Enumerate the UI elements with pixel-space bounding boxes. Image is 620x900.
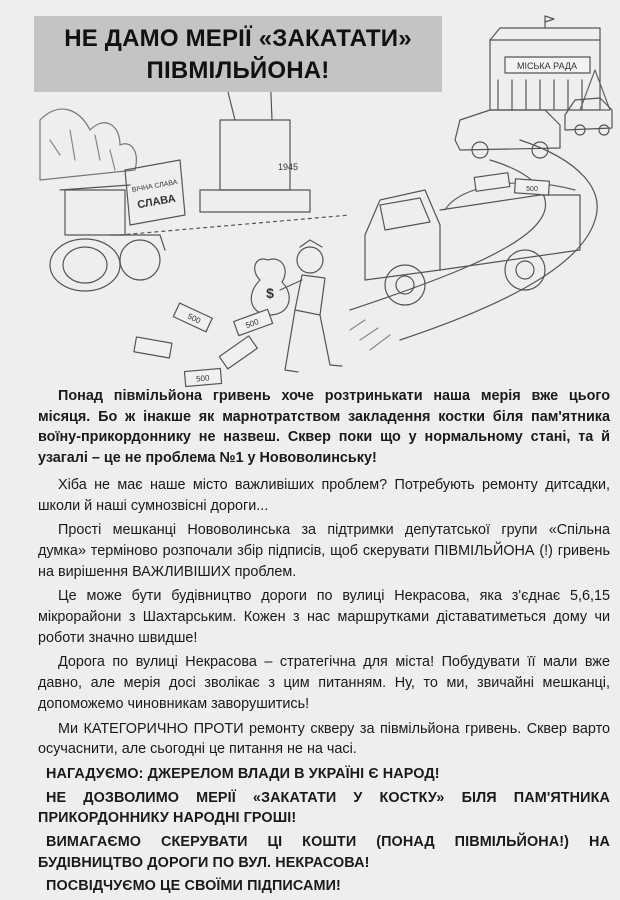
truck-cab: [365, 190, 440, 280]
car-upper: [455, 110, 560, 150]
monument-sign-line1: ВІЧНА СЛАВА: [131, 179, 179, 194]
road-edge-outer: [400, 140, 597, 340]
monument-year: 1945: [278, 162, 299, 172]
paragraph-2: Прості мешканці Нововолинська за підтримки депутатської групи «Спільна думка» терміново розпочали збір підписів, щоб скерувати ПІВМІЛЬЙОНА (!) гривень на вирішення ВАЖЛИВІШИХ проблем.: [38, 522, 610, 580]
slogan-3: ВИМАГАЄМО СКЕРУВАТИ ЦІ КОШТИ (ПОНАД ПІВМІЛЬЙОНА!) НА БУДІВНИЦТВО ДОРОГИ ПО ВУЛ. НЕКРАСОВА!: [38, 834, 610, 871]
headline-line-2: ПІВМІЛЬЙОНА!: [146, 57, 330, 84]
steamroller-cab: [65, 190, 125, 235]
truck-money-label: 500: [526, 186, 538, 193]
banknote-5-label: 500: [195, 373, 210, 384]
banknote-2-label: 500: [244, 317, 260, 331]
banknote-3: [134, 337, 172, 358]
banknote-1-label: 500: [186, 311, 203, 326]
paragraph-5: Ми КАТЕГОРИЧНО ПРОТИ ремонту скверу за півмільйона гривень. Сквер варто осучаснити, але сьогодні це питання не на часі.: [38, 720, 610, 758]
tree-left: [40, 109, 136, 180]
person-head: [297, 247, 323, 273]
paragraph-1: Хіба не має наше місто важливіших проблем? Потребують ремонту дитсадки, школи й наші сумнозвісні дороги...: [38, 476, 610, 514]
monument-pedestal: [220, 120, 290, 190]
banknote-4: [219, 336, 257, 369]
intro-paragraph: Понад півмільйона гривень хоче розтринькати наша мерія вже цього місяця. Бо ж інакше як марнотратством закладення костки біля пам'ятника воїну-прикордоннику не назвеш. Сквер поки що у нормальному стані, та й узагалі – це не проблема №1 у Нововолинську!: [38, 388, 610, 467]
headline-line-1: НЕ ДАМО МЕРІЇ «ЗАКАТАТИ»: [64, 25, 412, 52]
paragraph-4: Дорога по вулиці Некрасова – стратегічна для міста! Побудувати її мали вже давно, але мерія досі зволікає з цим питанням. Ну, то ми, звичайні мешканці, допоможемо чиновникам заворушитись!: [38, 654, 610, 712]
leaflet-body: [38, 386, 610, 900]
paragraph-3: Це може бути будівництво дороги по вулиці Некрасова, яка з'єднає 5,6,15 мікрорайони з Шахтарським. Кожен з нас маршрутками діставатиметься дому чи роботи значно швидше!: [38, 588, 610, 646]
truck-bed: [440, 195, 580, 270]
monument-sign-line2: СЛАВА: [136, 192, 177, 212]
slogan-1: НАГАДУЄМО: ДЖЕРЕЛОМ ВЛАДИ В УКРАЇНІ Є НАРОД!: [46, 765, 440, 782]
city-hall-sign: МІСЬКА РАДА: [517, 61, 577, 71]
slogan-4: ПОСВІДЧУЄМО ЦЕ СВОЇМИ ПІДПИСАМИ!: [46, 878, 341, 895]
headline-box: [34, 16, 442, 92]
slogan-2: НЕ ДОЗВОЛИМО МЕРІЇ «ЗАКАТАТИ У КОСТКУ» БІЛЯ ПАМ'ЯТНИКА ПРИКОРДОННИКУ НАРОДНІ ГРОШІ!: [38, 789, 610, 827]
money-bag-label: $: [266, 285, 274, 301]
